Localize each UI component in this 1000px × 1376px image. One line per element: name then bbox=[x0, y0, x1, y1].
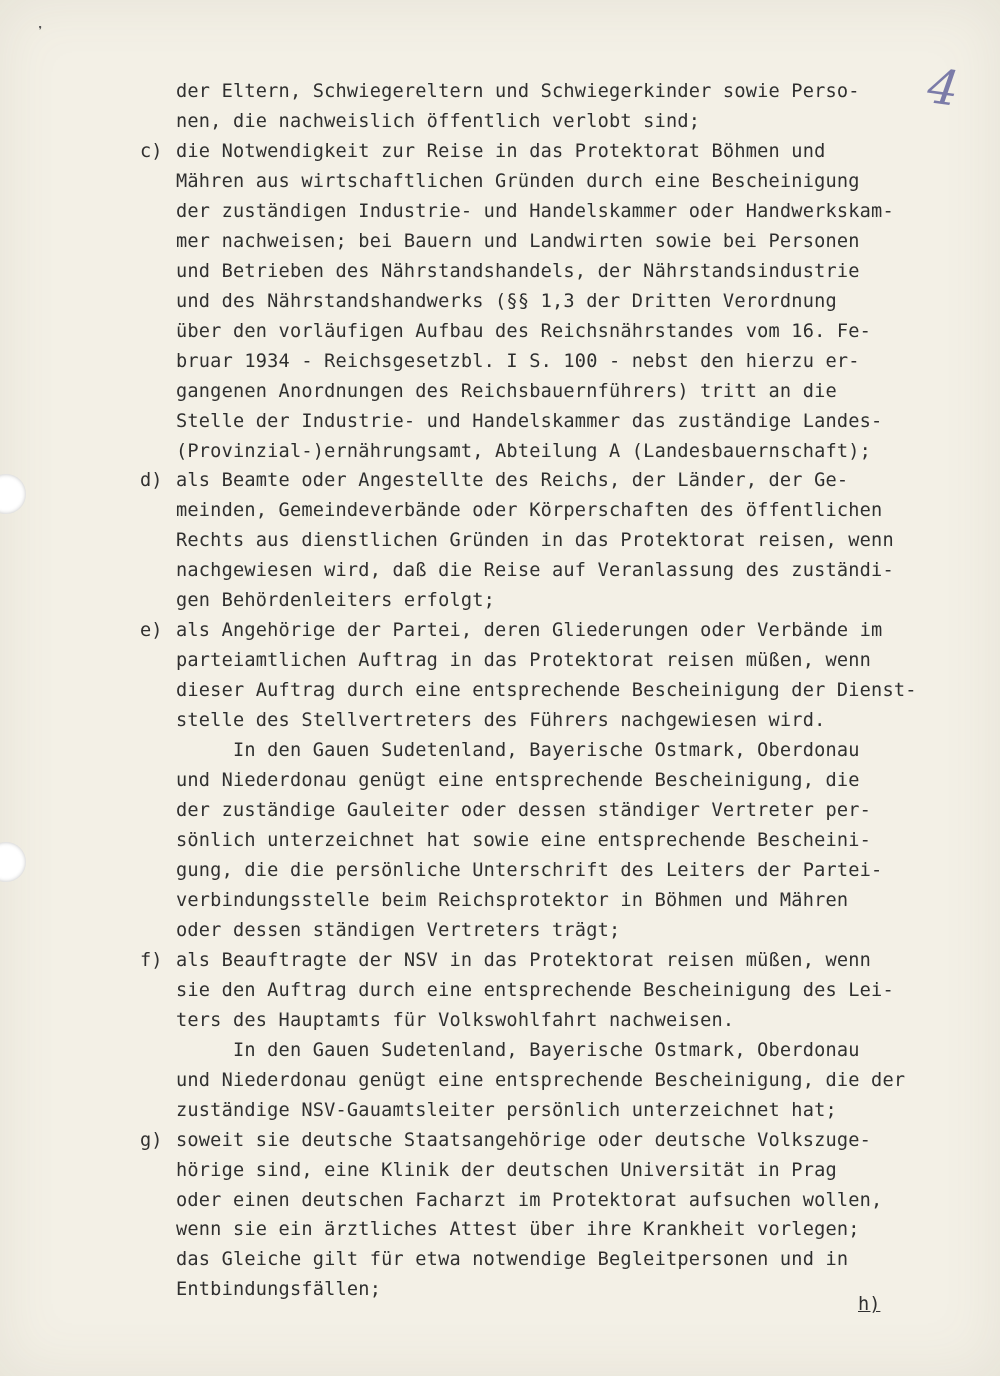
text-line: soweit sie deutsche Staatsangehörige oder deutsche Volkszuge- bbox=[176, 1129, 872, 1151]
text-line: hörige sind, eine Klinik der deutschen Universität in Prag bbox=[176, 1159, 837, 1181]
text-line: oder einen deutschen Facharzt im Protektorat aufsuchen wollen, bbox=[176, 1189, 883, 1211]
text-line: die Notwendigkeit zur Reise in das Protektorat Böhmen und bbox=[176, 140, 826, 162]
text-line: parteiamtlichen Auftrag in das Protektorat reisen müßen, wenn bbox=[176, 650, 872, 672]
text-line: der zuständige Gauleiter oder dessen ständiger Vertreter per- bbox=[176, 800, 872, 822]
list-marker: f) bbox=[140, 949, 163, 971]
list-marker: e) bbox=[140, 620, 163, 642]
text-line: zuständige NSV-Gauamtsleiter persönlich unterzeichnet hat; bbox=[176, 1099, 837, 1121]
text-line: stelle des Stellvertreters des Führers nachgewiesen wird. bbox=[176, 710, 826, 732]
text-line: In den Gauen Sudetenland, Bayerische Ostmark, Oberdonau bbox=[176, 740, 860, 762]
text-line: als Angehörige der Partei, deren Gliederungen oder Verbände im bbox=[176, 620, 883, 642]
text-line: sönlich unterzeichnet hat sowie eine entsprechende Bescheini- bbox=[176, 830, 872, 851]
text-line: Entbindungsfällen; bbox=[176, 1279, 382, 1301]
text-line: über den vorläufigen Aufbau des Reichsnährstandes vom 16. Fe- bbox=[176, 320, 872, 342]
text-line: Mähren aus wirtschaftlichen Gründen durch eine Bescheinigung bbox=[176, 170, 860, 192]
text-line: gen Behördenleiters erfolgt; bbox=[176, 590, 496, 612]
list-marker: g) bbox=[140, 1129, 163, 1151]
text-line: und Niederdonau genügt eine entsprechende Bescheinigung, die bbox=[176, 770, 860, 792]
handwritten-page-number: 4 bbox=[924, 58, 963, 118]
text-line: (Provinzial-)ernährungsamt, Abteilung A (Landesbauernschaft); bbox=[176, 440, 872, 462]
text-line: als Beamte oder Angestellte des Reichs, der Länder, der Ge- bbox=[176, 470, 849, 492]
text-line: der zuständigen Industrie- und Handelskammer oder Handwerkskam- bbox=[176, 200, 894, 222]
text-line: nen, die nachweislich öffentlich verlobt sind; bbox=[176, 110, 701, 132]
text-line: In den Gauen Sudetenland, Bayerische Ostmark, Oberdonau bbox=[176, 1039, 860, 1061]
list-marker: c) bbox=[140, 140, 163, 162]
text-line: wenn sie ein ärztliches Attest über ihre Krankheit vorlegen; bbox=[176, 1219, 860, 1241]
punch-hole-top bbox=[0, 474, 26, 514]
text-line: sie den Auftrag durch eine entsprechende Bescheinigung des Lei- bbox=[176, 979, 894, 1001]
text-line: der Eltern, Schwiegereltern und Schwiegerkinder sowie Perso- bbox=[176, 81, 860, 102]
text-line: mer nachweisen; bei Bauern und Landwirten sowie bei Personen bbox=[176, 230, 860, 252]
text-line: meinden, Gemeindeverbände oder Körperschaften des öffentlichen bbox=[176, 500, 883, 522]
text-line: als Beauftragte der NSV in das Protektorat reisen müßen, wenn bbox=[176, 949, 872, 971]
punch-hole-bottom bbox=[0, 842, 26, 882]
text-line: gung, die die persönliche Unterschrift des Leiters der Partei- bbox=[176, 859, 883, 881]
text-line: und des Nährstandshandwerks (§§ 1,3 der Dritten Verordnung bbox=[176, 290, 837, 312]
margin-mark: ❜ bbox=[36, 24, 45, 40]
text-line: verbindungsstelle beim Reichsprotektor in Böhmen und Mähren bbox=[176, 889, 849, 911]
text-line: dieser Auftrag durch eine entsprechende Bescheinigung der Dienst- bbox=[176, 680, 917, 702]
text-line: gangenen Anordnungen des Reichsbauernführers) tritt an die bbox=[176, 380, 837, 402]
text-line: und Niederdonau genügt eine entsprechende Bescheinigung, die der bbox=[176, 1069, 906, 1091]
list-marker: d) bbox=[140, 470, 163, 492]
text-line: das Gleiche gilt für etwa notwendige Begleitpersonen und in bbox=[176, 1249, 849, 1271]
text-line: Stelle der Industrie- und Handelskammer das zuständige Landes- bbox=[176, 410, 883, 432]
text-line: ters des Hauptamts für Volkswohlfahrt nachweisen. bbox=[176, 1009, 735, 1031]
text-line: bruar 1934 - Reichsgesetzbl. I S. 100 - nebst den hierzu er- bbox=[176, 350, 860, 372]
text-line: und Betrieben des Nährstandshandels, der Nährstandsindustrie bbox=[176, 260, 860, 282]
text-line: nachgewiesen wird, daß die Reise auf Veranlassung des zuständi- bbox=[176, 560, 894, 582]
text-line: oder dessen ständigen Vertreters trägt; bbox=[176, 919, 621, 941]
text-line: Rechts aus dienstlichen Gründen in das Protektorat reisen, wenn bbox=[176, 530, 894, 552]
catchword: h) bbox=[858, 1294, 881, 1315]
